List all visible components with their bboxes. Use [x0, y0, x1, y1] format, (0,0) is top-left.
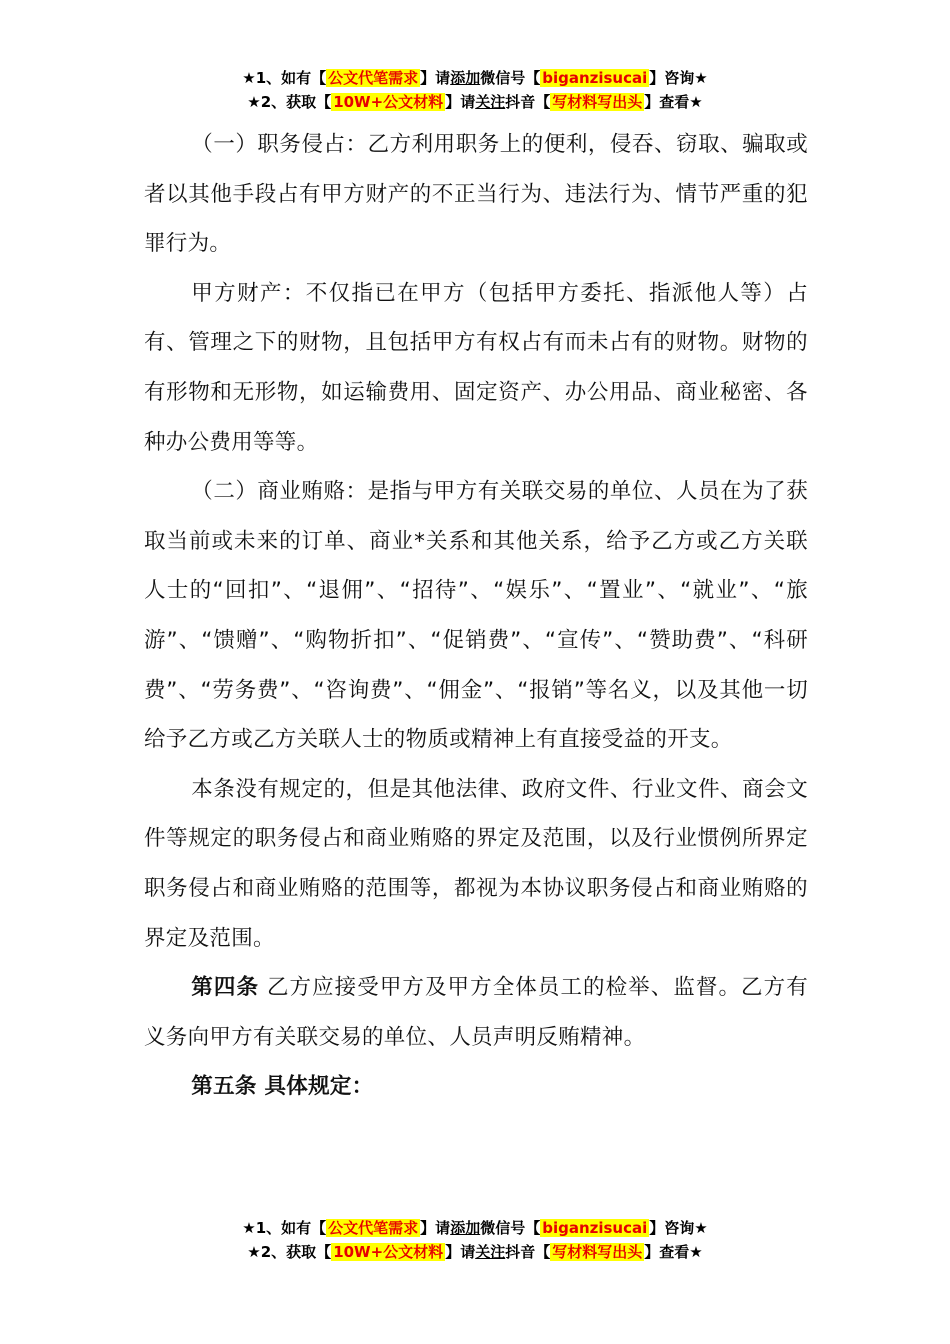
writing-service-highlight: 公文代笔需求 [328, 1219, 419, 1237]
banner-line-2: ★2、获取【 10W+公文材料 】请关注抖音【 写材料写出头 】查看★ [247, 1243, 703, 1261]
writing-service-highlight: 公文代笔需求 [328, 69, 419, 87]
document-body [144, 120, 808, 1112]
paragraph-party-a-property: 甲方财产：不仅指已在甲方（包括甲方委托、指派他人等）占有、管理之下的财物，且包括甲方有权占有而未占有的财物。财物的有形物和无形物，如运输费用、固定资产、办公用品、商业秘密、各种办公费用等等。 [144, 280, 808, 455]
add-emphasis: 添加 [450, 69, 481, 87]
banner-line-1: ★1、如有【 公文代笔需求 】请添加微信号【 biganzisucai 】咨询★ [242, 69, 708, 87]
douyin-account-highlight: 写材料写出头 [552, 1243, 643, 1261]
wechat-id-highlight: biganzisucai [542, 1219, 648, 1237]
materials-highlight: 10W+公文材料 [333, 93, 444, 111]
banner-line-2: ★2、获取【 10W+公文材料 】请关注抖音【 写材料写出头 】查看★ [247, 93, 703, 111]
banner-line-1: ★1、如有【 公文代笔需求 】请添加微信号【 biganzisucai 】咨询★ [242, 1219, 708, 1237]
follow-emphasis: 关注 [475, 93, 506, 111]
paragraph-scope: 本条没有规定的，但是其他法律、政府文件、行业文件、商会文件等规定的职务侵占和商业贿赂的界定及范围，以及行业惯例所界定职务侵占和商业贿赂的范围等，都视为本协议职务侵占和商业贿赂的界定及范围。 [144, 776, 808, 951]
article-five-heading: 第五条 具体规定： [191, 1074, 374, 1100]
wechat-id-highlight: biganzisucai [542, 69, 648, 87]
article-four [144, 963, 808, 1062]
add-emphasis: 添加 [450, 1219, 481, 1237]
materials-highlight: 10W+公文材料 [333, 1243, 444, 1261]
paragraph-commercial-bribery: （二）商业贿赂：是指与甲方有关联交易的单位、人员在为了获取当前或未来的订单、商业*关系和其他关系，给予乙方或乙方关联人士的“回扣”、“退佣”、“招待”、“娱乐”、“置业”、“就业”、“旅游”、“馈赠”、“购物折扣”、“促销费”、“宣传”、“赞助费”、“科研费”、“劳务费”、“咨询费”、“佣金”、“报销”等名义，以及其他一切给予乙方或乙方关联人士的物质或精神上有直接受益的开支。 [144, 479, 808, 753]
article-four-label: 第四条 [191, 975, 260, 1001]
article-four-text: 乙方应接受甲方及甲方全体员工的检举、监督。乙方有义务向甲方有关联交易的单位、人员声明反贿精神。 [144, 975, 809, 1050]
follow-emphasis: 关注 [475, 1243, 506, 1261]
douyin-account-highlight: 写材料写出头 [552, 93, 643, 111]
paragraph-embezzlement: （一）职务侵占：乙方利用职务上的便利，侵吞、窃取、骗取或者以其他手段占有甲方财产的不正当行为、违法行为、情节严重的犯罪行为。 [144, 132, 808, 257]
bottom-banner [0, 1216, 950, 1264]
top-banner [0, 66, 950, 114]
